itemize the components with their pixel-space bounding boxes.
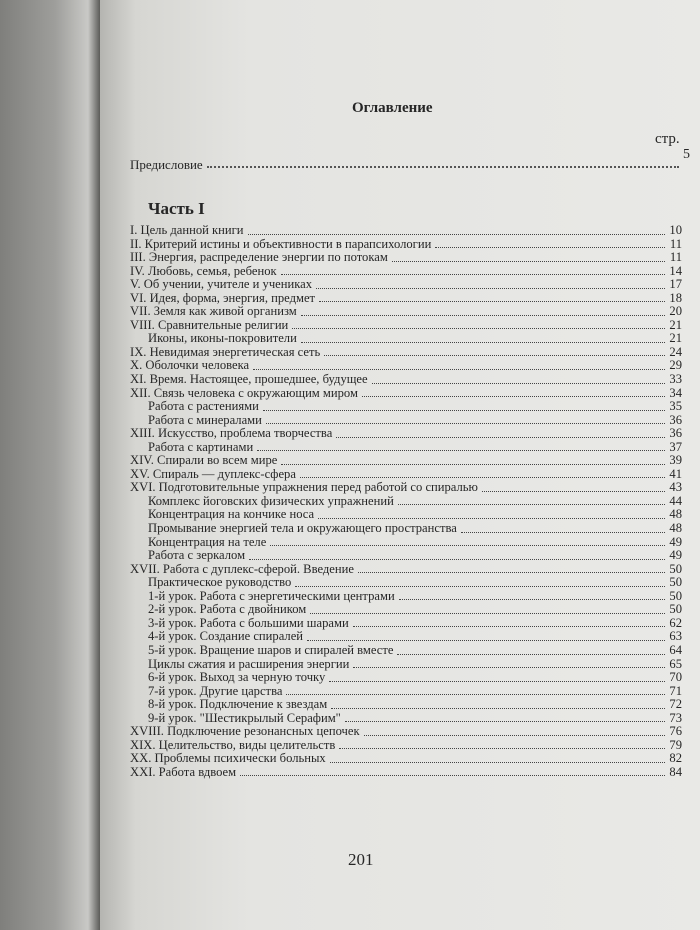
part-heading: Часть I xyxy=(148,199,205,218)
toc-entry-title: XVII. Работа с дуплекс-сферой. Введение xyxy=(130,561,354,576)
dot-leader xyxy=(398,504,665,505)
toc-entry-page-number: 44 xyxy=(669,493,682,508)
toc-entry xyxy=(130,671,682,685)
toc-entry-page-number: 82 xyxy=(669,751,682,766)
toc-entry-page-number: 20 xyxy=(669,304,682,319)
toc-entry-title: XIII. Искусство, проблема творчества xyxy=(130,426,333,441)
toc-entry-title: XV. Спираль — дуплекс-сфера xyxy=(130,466,296,481)
toc-entry-page-number: 41 xyxy=(669,466,682,481)
toc-entry xyxy=(130,359,682,373)
dot-leader xyxy=(281,464,665,465)
toc-entry-page-number: 49 xyxy=(669,534,682,549)
toc-entry-title: Работа с минералами xyxy=(148,412,262,427)
toc-entry-title: Промывание энергией тела и окружающего пространства xyxy=(148,521,457,536)
dot-leader xyxy=(364,735,665,736)
toc-entry xyxy=(130,224,682,238)
toc-entry-title: I. Цель данной книги xyxy=(130,223,244,237)
toc-entry xyxy=(130,752,682,766)
page-column-label: стр. xyxy=(655,131,680,147)
preface-label: Предисловие xyxy=(130,157,203,172)
toc-entry-title: Комплекс йоговских физических упражнений xyxy=(148,493,394,508)
toc-entry-page-number: 24 xyxy=(669,344,682,359)
toc-entry-page-number: 50 xyxy=(669,602,682,617)
toc-entry-page-number: 76 xyxy=(669,724,682,739)
dot-leader xyxy=(253,369,665,370)
toc-entry-title: III. Энергия, распределение энергии по потокам xyxy=(130,250,388,265)
toc-entry-page-number: 49 xyxy=(669,548,682,563)
dot-leader xyxy=(316,288,665,289)
left-page-edge xyxy=(0,0,100,930)
preface-page-number: 5 xyxy=(683,147,690,162)
dot-leader xyxy=(345,721,665,722)
dot-leader xyxy=(336,437,665,438)
toc-entry xyxy=(130,468,682,482)
toc-entry-page-number: 72 xyxy=(669,697,682,712)
toc-entry-title: XX. Проблемы психически больных xyxy=(130,751,326,766)
toc-entry-title: 8-й урок. Подключение к звездам xyxy=(148,697,328,712)
dot-leader xyxy=(397,654,665,655)
toc-entry-page-number: 36 xyxy=(669,412,682,427)
toc-entry-page-number: 21 xyxy=(669,331,682,346)
dot-leader xyxy=(353,626,665,627)
dot-leader xyxy=(435,247,665,248)
toc-entry xyxy=(130,576,682,590)
toc-entry-title: II. Критерий истины и объективности в парапсихологии xyxy=(130,236,432,251)
dot-leader xyxy=(324,355,665,356)
toc-entry xyxy=(130,712,682,726)
toc-entry xyxy=(130,766,682,780)
dot-leader xyxy=(266,423,665,424)
dot-leader xyxy=(263,410,665,411)
toc-entry-page-number: 79 xyxy=(669,737,682,752)
toc-entry xyxy=(130,685,682,699)
toc-entry-page-number: 50 xyxy=(669,588,682,603)
toc-entry-title: VI. Идея, форма, энергия, предмет xyxy=(130,290,316,305)
toc-entry-title: XXI. Работа вдвоем xyxy=(130,764,237,779)
dot-leader xyxy=(281,274,665,275)
page-number-footer: 201 xyxy=(348,850,374,869)
toc-entry-title: V. Об учении, учителе и учениках xyxy=(130,277,313,292)
toc-entry-title: VIII. Сравнительные религии xyxy=(130,317,289,332)
toc-entry-page-number: 73 xyxy=(669,710,682,725)
dot-leader xyxy=(339,748,665,749)
toc-entry-title: XI. Время. Настоящее, прошедшее, будущее xyxy=(130,372,368,387)
toc-entry-title: 6-й урок. Выход за черную точку xyxy=(148,670,326,685)
toc-entry xyxy=(130,400,682,414)
dot-leader xyxy=(358,572,665,573)
toc-entry-page-number: 48 xyxy=(669,507,682,522)
toc-entry-page-number: 33 xyxy=(669,372,682,387)
dot-leader xyxy=(399,599,665,600)
toc-entry xyxy=(130,265,682,279)
dot-leader xyxy=(240,775,665,776)
toc-entry-page-number: 50 xyxy=(669,575,682,590)
toc-entry-page-number: 37 xyxy=(669,439,682,454)
toc-entry xyxy=(130,522,682,536)
dot-leader xyxy=(310,613,665,614)
toc-entry-page-number: 21 xyxy=(669,317,682,332)
toc-entry-page-number: 17 xyxy=(669,277,682,292)
toc-entry xyxy=(130,332,682,346)
toc-entry-page-number: 65 xyxy=(669,656,682,671)
dot-leader xyxy=(249,559,665,560)
toc-entry xyxy=(130,387,682,401)
book-page xyxy=(100,0,700,930)
toc-entry-page-number: 70 xyxy=(669,670,682,685)
toc-entry xyxy=(130,305,682,319)
toc-entry xyxy=(130,319,682,333)
toc-entry-title: X. Оболочки человека xyxy=(130,358,250,373)
toc-entry-page-number: 50 xyxy=(669,561,682,576)
dot-leader xyxy=(301,342,665,343)
toc-entry-title: 1-й урок. Работа с энергетическими центрами xyxy=(148,588,395,603)
toc-entry-title: 7-й урок. Другие царства xyxy=(148,683,283,698)
toc-entry xyxy=(130,549,682,563)
toc-entry-page-number: 62 xyxy=(669,615,682,630)
page-title: Оглавление xyxy=(352,100,433,116)
toc-entry xyxy=(130,508,682,522)
toc-entry xyxy=(130,630,682,644)
toc-entry-page-number: 18 xyxy=(669,290,682,305)
toc-entry-title: XII. Связь человека с окружающим миром xyxy=(130,385,358,400)
toc-entry xyxy=(130,441,682,455)
toc-entry-page-number: 29 xyxy=(669,358,682,373)
toc-entry-page-number: 10 xyxy=(669,223,682,237)
toc-entry-title: Практическое руководство xyxy=(148,575,292,590)
toc-entry xyxy=(130,698,682,712)
toc-entry-page-number: 84 xyxy=(669,764,682,779)
toc-entry-page-number: 64 xyxy=(669,642,682,657)
dot-leader xyxy=(286,694,665,695)
dot-leader xyxy=(300,477,665,478)
toc-entry xyxy=(130,563,682,577)
toc-entry xyxy=(130,373,682,387)
toc-entry-page-number: 11 xyxy=(669,236,682,251)
dot-leader xyxy=(329,681,665,682)
toc-entry-title: Концентрация на теле xyxy=(148,534,267,549)
toc-entry xyxy=(130,481,682,495)
toc-list xyxy=(130,224,682,779)
toc-entry-title: Работа с картинами xyxy=(148,439,254,454)
toc-entry-title: 2-й урок. Работа с двойником xyxy=(148,602,307,617)
dot-leader xyxy=(257,450,665,451)
toc-entry xyxy=(130,278,682,292)
toc-entry-page-number: 48 xyxy=(669,521,682,536)
toc-entry xyxy=(130,739,682,753)
toc-entry-title: XIV. Спирали во всем мире xyxy=(130,453,278,468)
toc-entry xyxy=(130,658,682,672)
toc-entry-title: 3-й урок. Работа с большими шарами xyxy=(148,615,349,630)
dot-leader xyxy=(295,586,665,587)
toc-entry-title: 5-й урок. Вращение шаров и спиралей вместе xyxy=(148,642,394,657)
toc-entry xyxy=(130,617,682,631)
toc-entry xyxy=(130,454,682,468)
toc-entry-title: XVI. Подготовительные упражнения перед работой со спиралью xyxy=(130,480,478,495)
dot-leader xyxy=(248,234,665,235)
toc-entry-title: Концентрация на кончике носа xyxy=(148,507,315,522)
toc-entry-title: Иконы, иконы-покровители xyxy=(148,331,297,346)
toc-entry-title: VII. Земля как живой организм xyxy=(130,304,297,319)
dot-leader xyxy=(301,315,665,316)
toc-entry xyxy=(130,427,682,441)
toc-entry-title: 4-й урок. Создание спиралей xyxy=(148,629,304,644)
dot-leader xyxy=(461,532,665,533)
dot-leader xyxy=(307,640,665,641)
toc-entry xyxy=(130,725,682,739)
toc-entry xyxy=(130,346,682,360)
toc-entry-page-number: 71 xyxy=(669,683,682,698)
dot-leader xyxy=(392,261,665,262)
toc-entry xyxy=(130,590,682,604)
toc-entry-title: XVIII. Подключение резонансных цепочек xyxy=(130,724,360,739)
dot-leader xyxy=(331,708,665,709)
toc-entry-title: IV. Любовь, семья, ребенок xyxy=(130,263,277,278)
toc-entry-page-number: 35 xyxy=(669,399,682,414)
toc-entry xyxy=(130,414,682,428)
toc-entry-page-number: 36 xyxy=(669,426,682,441)
dot-leader xyxy=(482,491,665,492)
toc-entry xyxy=(130,603,682,617)
toc-entry-page-number: 14 xyxy=(669,263,682,278)
toc-entry-page-number: 39 xyxy=(669,453,682,468)
toc-entry-page-number: 63 xyxy=(669,629,682,644)
toc-entry-preface xyxy=(130,145,690,173)
dot-leader xyxy=(372,383,665,384)
toc-entry-title: IX. Невидимая энергетическая сеть xyxy=(130,344,321,359)
toc-entry xyxy=(130,251,682,265)
toc-entry-page-number: 34 xyxy=(669,385,682,400)
toc-entry-title: XIX. Целительство, виды целительств xyxy=(130,737,336,752)
dot-leader xyxy=(330,762,665,763)
dot-leader xyxy=(292,328,665,329)
toc-entry-title: Работа с растениями xyxy=(148,399,259,414)
dot-leader xyxy=(270,545,665,546)
dot-leader xyxy=(318,518,665,519)
toc-entry xyxy=(130,238,682,252)
toc-entry-title: Работа с зеркалом xyxy=(148,548,246,563)
toc-entry-title: 9-й урок. "Шестикрылый Серафим" xyxy=(148,710,341,725)
toc-entry xyxy=(130,292,682,306)
toc-entry-title: Циклы сжатия и расширения энергии xyxy=(148,656,350,671)
dot-leader xyxy=(207,166,679,168)
toc-entry-page-number: 43 xyxy=(669,480,682,495)
dot-leader xyxy=(319,301,665,302)
dot-leader xyxy=(362,396,665,397)
toc-entry-page-number: 11 xyxy=(669,250,682,265)
toc-entry xyxy=(130,644,682,658)
toc-entry xyxy=(130,536,682,550)
dot-leader xyxy=(353,667,665,668)
toc-entry xyxy=(130,495,682,509)
